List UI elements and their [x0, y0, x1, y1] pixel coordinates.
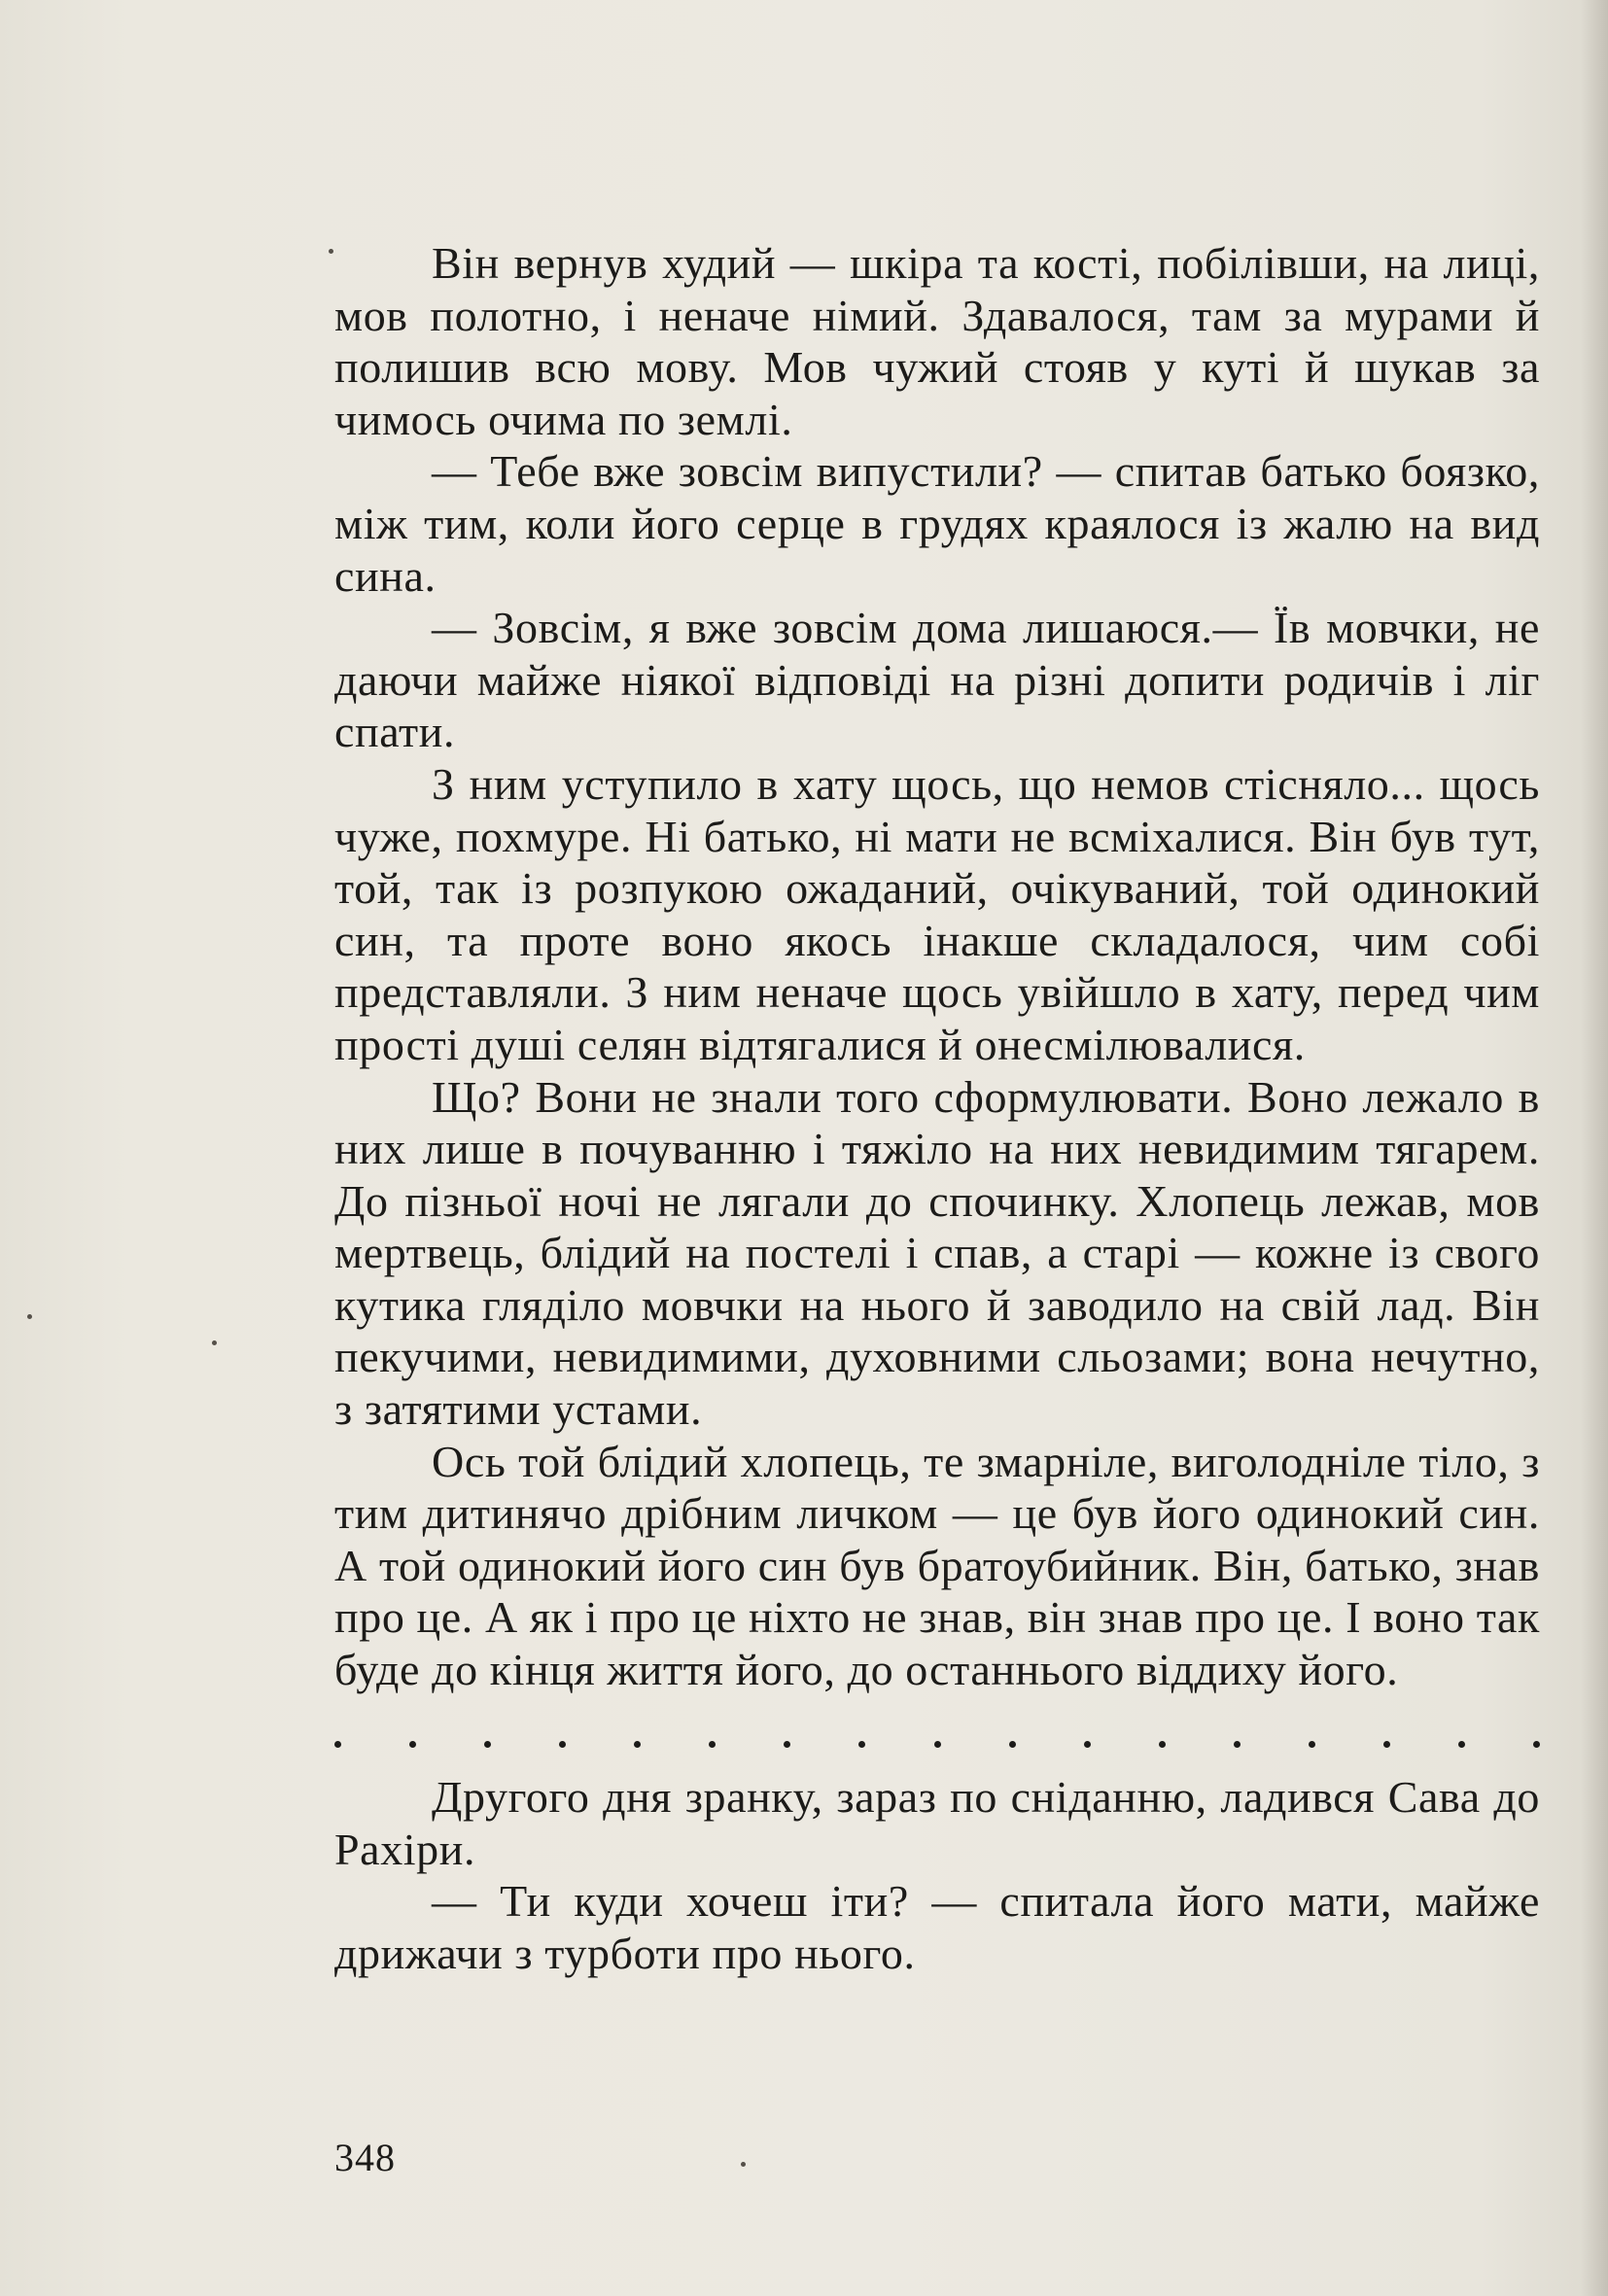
- print-speck: [741, 2162, 746, 2167]
- paragraph-8: — Ти куди хочеш іти? — спитала його мати, майже дрижачи з турботи про нього.: [334, 1876, 1540, 1978]
- print-speck: [27, 1314, 32, 1319]
- paragraph-2: — Тебе вже зовсім випустили? — спитав батько боязко, між тим, коли його серце в грудях краялося із жалю на вид сина.: [334, 446, 1540, 601]
- paragraph-6: Ось той блідий хлопець, те змарніле, виголодніле тіло, з тим дитинячо дрібним личком — це був його одинокий син. А той одинокий його син був братоубийник. Він, батько, знав про це. А як і про це ніхто не знав, він знав про це. І воно так буде до кінця життя його, до останнього віддиху його.: [334, 1436, 1540, 1695]
- paragraph-3: — Зовсім, я вже зовсім дома лишаюся.— Їв мовчки, не даючи майже ніякої відповіді на різні допити родичів і ліг спати.: [334, 603, 1540, 757]
- page-spine-shadow: [1581, 0, 1608, 2296]
- paragraph-5: Що? Вони не знали того сформулювати. Воно лежало в них лише в почуванню і тяжіло на них невидимим тягарем. До пізньої ночі не лягали до спочинку. Хлопець лежав, мов мертвець, блідий на постелі і спав, а старі — кожне із свого кутика гляділо мовчки на нього й заводило на свій лад. Він пекучими, невидимими, духовними сльозами; вона нечутно, з затятими устами.: [334, 1071, 1540, 1435]
- section-separator: [334, 1710, 1540, 1762]
- body-text: [334, 237, 1540, 1980]
- page-number: 348: [334, 2136, 396, 2179]
- paragraph-4: З ним уступило в хату щось, що немов стісняло... щось чуже, похмуре. Ні батько, ні мати не всміхалися. Він був тут, той, так із розпукою ожаданий, очікуваний, той одинокий син, та проте воно якось інакше складалося, чим собі представляли. З ним неначе щось увійшло в хату, перед чим прості душі селян відтягалися й онесмілювалися.: [334, 758, 1540, 1069]
- print-speck: [212, 1340, 217, 1345]
- print-speck: [329, 249, 333, 254]
- paragraph-7: Другого дня зранку, зараз по сніданню, ладився Сава до Рахіри.: [334, 1772, 1540, 1874]
- paragraph-1: Він вернув худий — шкіра та кості, побілівши, на лиці, мов полотно, і неначе німий. Здавалося, там за мурами й полишив всю мову. Мов чужий стояв у куті й шукав за чимось очима по землі.: [334, 238, 1540, 444]
